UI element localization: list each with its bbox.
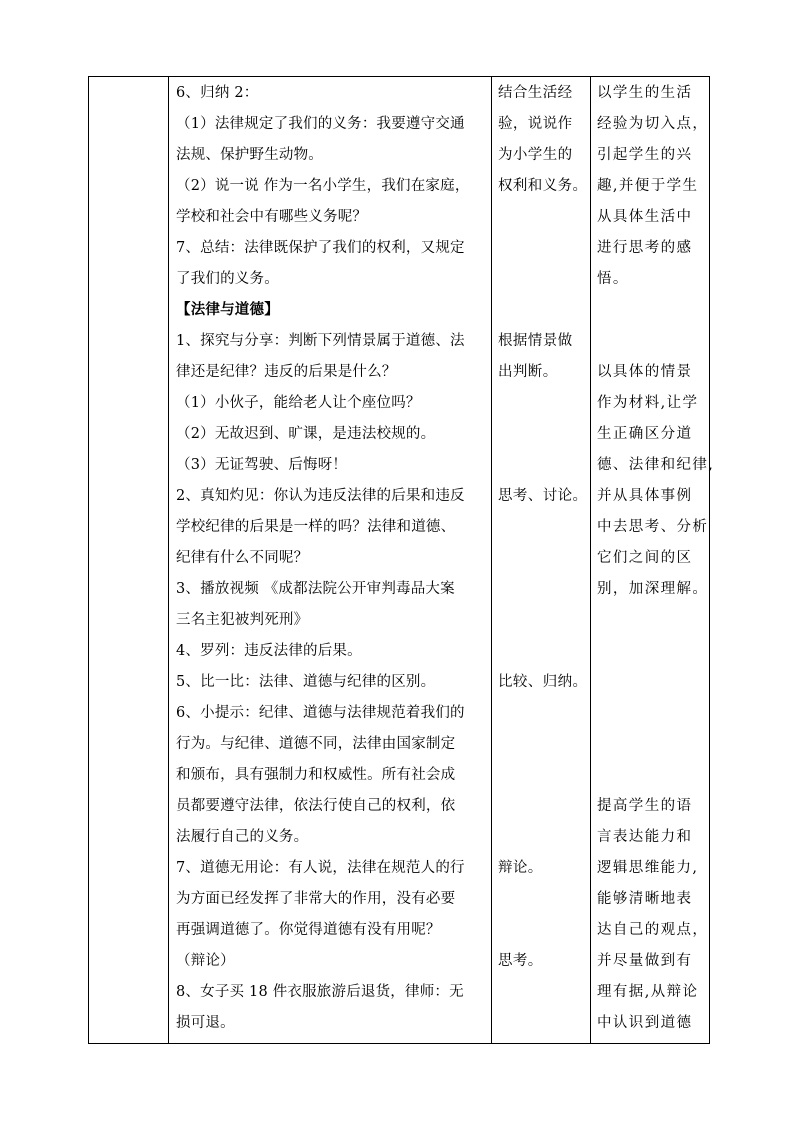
content-line: 行为。与纪律、道德不同，法律由国家制定 xyxy=(176,736,456,752)
intent-line: 言表达能力和 xyxy=(597,829,693,845)
content-line: 再强调道德了。你觉得道德有没有用呢？ xyxy=(176,922,441,938)
content-line: 1、探究与分享：判断下列情景属于道德、法 xyxy=(176,333,465,349)
content-line: 法履行自己的义务。 xyxy=(176,829,309,845)
intent-line: 中认识到道德 xyxy=(597,1015,693,1031)
activity-line: 思考。 xyxy=(498,953,543,969)
intent-line: 悟。 xyxy=(597,271,629,287)
content-line: 【法律与道德】 xyxy=(176,301,279,318)
activity-line: 结合生活经 xyxy=(498,85,573,101)
content-line: 5、比一比：法律、道德与纪律的区别。 xyxy=(176,674,436,690)
content-line: 员都要遵守法律，依法行使自己的权利，依 xyxy=(176,798,456,814)
intent-line: 以具体的情景 xyxy=(597,364,693,380)
content-line: （1）小伙子，能给老人让个座位吗？ xyxy=(176,395,421,411)
intent-line: 以学生的生活 xyxy=(597,85,693,101)
content-line: （2）无故迟到、旷课，是违法校规的。 xyxy=(176,426,436,442)
intent-line: 作为材料,让学 xyxy=(597,395,699,411)
content-line: 损可退。 xyxy=(176,1015,235,1031)
content-line: 学校纪律的后果是一样的吗？法律和道德、 xyxy=(176,519,456,535)
activity-line: 辩论。 xyxy=(498,860,543,876)
intent-line: 达自己的观点， xyxy=(597,922,709,938)
content-line: 4、罗列：违反法律的后果。 xyxy=(176,643,362,659)
content-line: 7、总结：法律既保护了我们的权利，又规定 xyxy=(176,240,465,256)
student-activity-cell xyxy=(492,77,591,1044)
teaching-content-cell xyxy=(169,77,492,1044)
content-line: （1）法律规定了我们的义务：我要遵守交通 xyxy=(176,116,465,132)
activity-line: 根据情景做 xyxy=(498,333,573,349)
content-line: （辩论） xyxy=(176,953,235,969)
content-line: 6、归纳 2： xyxy=(176,85,259,101)
intent-line: 从具体生活中 xyxy=(597,209,693,225)
intent-line: 进行思考的感 xyxy=(597,240,693,256)
blank-column-cell xyxy=(89,77,169,1044)
intent-line: 它们之间的区 xyxy=(597,550,693,566)
intent-line: 并尽量做到有 xyxy=(597,953,693,969)
design-intent-cell xyxy=(591,77,715,1044)
activity-line: 出判断。 xyxy=(498,364,558,380)
intent-line: 趣,并便于学生 xyxy=(597,178,699,194)
content-line: 三名主犯被判死刑》 xyxy=(176,612,309,628)
content-line: 为方面已经发挥了非常大的作用，没有必要 xyxy=(176,891,456,907)
content-line: 7、道德无用论：有人说，法律在规范人的行 xyxy=(176,860,465,876)
intent-line: 提高学生的语 xyxy=(597,798,693,814)
content-line: （3）无证驾驶、后悔呀！ xyxy=(176,457,348,473)
intent-line: 经验为切入点， xyxy=(597,116,709,132)
intent-line: 中去思考、分析 xyxy=(597,519,709,535)
activity-line: 为小学生的 xyxy=(498,147,573,163)
intent-line: 别，加深理解。 xyxy=(597,581,709,597)
content-line: 法规、保护野生动物。 xyxy=(176,147,323,163)
lesson-plan-table xyxy=(88,76,715,1044)
intent-line: 生正确区分道 xyxy=(597,426,693,442)
intent-line: 理有据,从辩论 xyxy=(597,984,699,1000)
content-line: 了我们的义务。 xyxy=(176,271,279,287)
content-line: 律还是纪律？违反的后果是什么？ xyxy=(176,364,397,380)
intent-line: 德、法律和纪律, xyxy=(597,457,715,473)
content-line: 学校和社会中有哪些义务呢？ xyxy=(176,209,368,225)
content-line: 6、小提示：纪律、道德与法律规范着我们的 xyxy=(176,705,465,721)
content-line: 纪律有什么不同呢？ xyxy=(176,550,309,566)
content-line: （2）说一说 作为一名小学生，我们在家庭， xyxy=(176,178,470,194)
content-line: 2、真知灼见：你认为违反法律的后果和违反 xyxy=(176,488,465,504)
activity-line: 验，说说作 xyxy=(498,116,573,132)
activity-line: 思考、讨论。 xyxy=(498,488,588,504)
table-row xyxy=(89,77,710,1044)
activity-line: 比较、归纳。 xyxy=(498,674,588,690)
content-line: 和颁布，具有强制力和权威性。所有社会成 xyxy=(176,767,456,783)
content-line: 8、女子买 18 件衣服旅游后退货，律师：无 xyxy=(176,984,464,1000)
intent-line: 并从具体事例 xyxy=(597,488,693,504)
activity-line: 权利和义务。 xyxy=(498,178,588,194)
content-line: 3、播放视频 《成都法院公开审判毒品大案 xyxy=(176,581,455,597)
intent-line: 能够清晰地表 xyxy=(597,891,693,907)
intent-line: 引起学生的兴 xyxy=(597,147,693,163)
intent-line: 逻辑思维能力, xyxy=(597,860,699,876)
